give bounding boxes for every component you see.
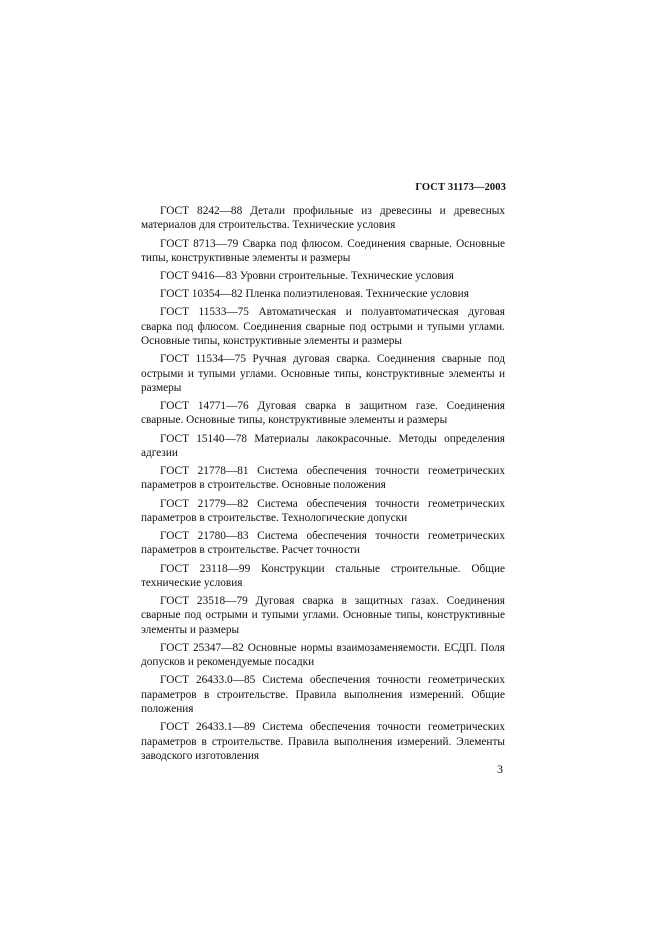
reference-item: ГОСТ 8713—79 Сварка под флюсом. Соединения сварные. Основные типы, конструктивные элементы и размеры (141, 237, 505, 264)
reference-item: ГОСТ 9416—83 Уровни строительные. Технические условия (160, 270, 454, 282)
reference-item: ГОСТ 8242—88 Детали профильные из древесины и древесных материалов для строительства. Технические условия (141, 205, 505, 232)
reference-item: ГОСТ 26433.1—89 Система обеспечения точности геометрических параметров в строительстве. Правила выполнения измерений. Элементы заводского изготовления (141, 721, 505, 763)
document-header-code: ГОСТ 31173—2003 (415, 182, 506, 193)
reference-item: ГОСТ 23118—99 Конструкции стальные строительные. Общие технические условия (141, 562, 505, 589)
reference-item: ГОСТ 14771—76 Дуговая сварка в защитном газе. Соединения сварные. Основные типы, конструктивные элементы и размеры (141, 400, 505, 427)
reference-item: ГОСТ 21778—81 Система обеспечения точности геометрических параметров в строительстве. Основные положения (141, 465, 505, 492)
reference-item: ГОСТ 11534—75 Ручная дуговая сварка. Соединения сварные под острыми и тупыми углами. Основные типы, конструктивные элементы и размеры (141, 353, 505, 394)
page-number: 3 (497, 762, 503, 776)
reference-item: ГОСТ 23518—79 Дуговая сварка в защитных газах. Соединения сварные под острыми и тупыми углами. Основные типы, конструктивные элементы и размеры (141, 595, 505, 636)
reference-item: ГОСТ 11533—75 Автоматическая и полуавтоматическая дуговая сварка под флюсом. Соединения сварные под острыми и тупыми углами. Основные типы, конструктивные элементы и размеры (141, 306, 505, 347)
reference-item: ГОСТ 10354—82 Пленка полиэтиленовая. Технические условия (160, 288, 469, 301)
reference-item: ГОСТ 25347—82 Основные нормы взаимозаменяемости. ЕСДП. Поля допусков и рекомендуемые посадки (141, 641, 505, 669)
reference-item: ГОСТ 15140—78 Материалы лакокрасочные. Методы определения адгезии (141, 432, 505, 459)
reference-item: ГОСТ 21780—83 Система обеспечения точности геометрических параметров в строительстве. Расчет точности (141, 530, 505, 557)
normative-references-list (141, 204, 505, 767)
reference-item: ГОСТ 26433.0—85 Система обеспечения точности геометрических параметров в строительстве. Правила выполнения измерений. Общие положения (141, 674, 505, 716)
reference-item: ГОСТ 21779—82 Система обеспечения точности геометрических параметров в строительстве. Технологические допуски (141, 497, 505, 524)
